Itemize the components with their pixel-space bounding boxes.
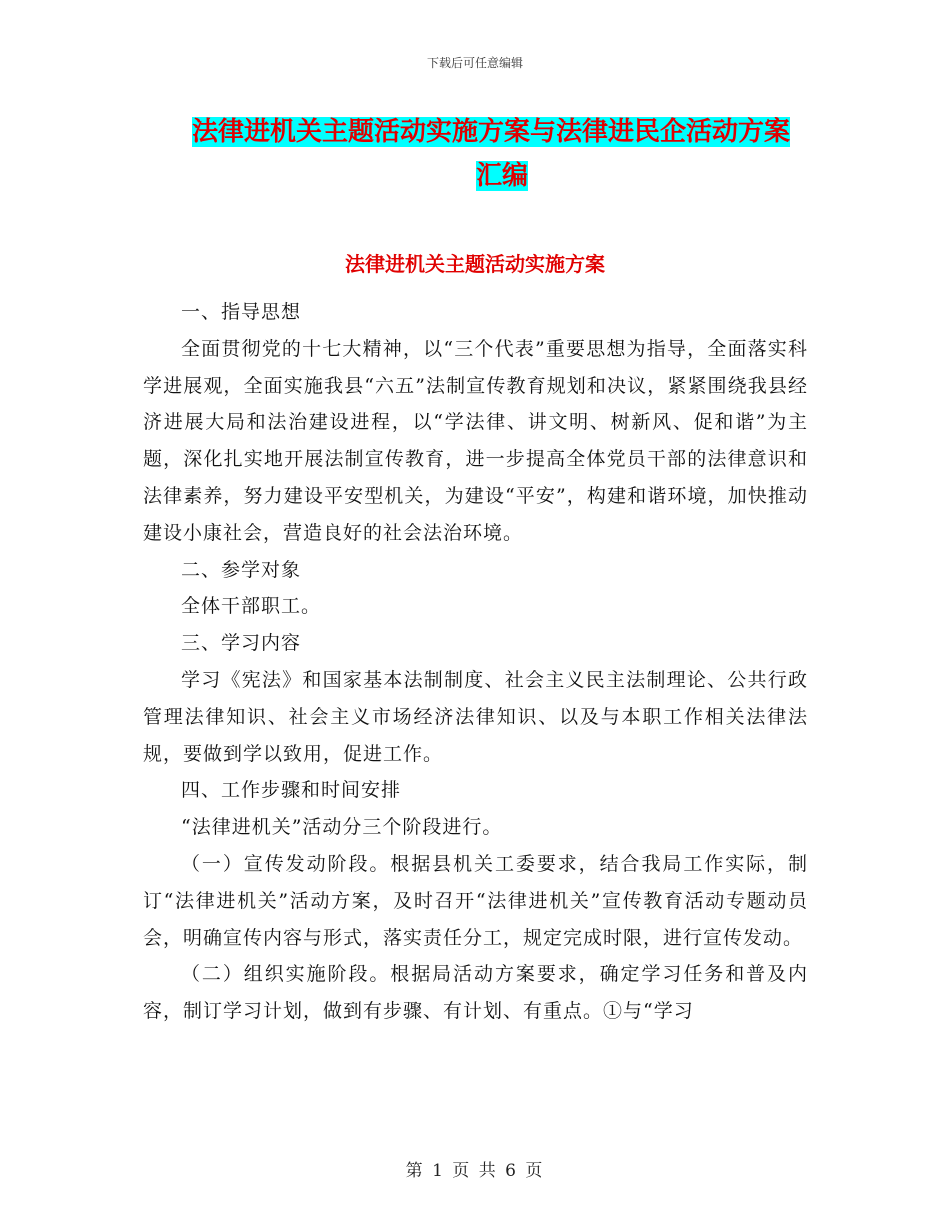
heading-work-steps: 四、工作步骤和时间安排 bbox=[181, 779, 402, 802]
heading-participants: 二、参学对象 bbox=[181, 558, 302, 581]
title-line-2: 汇编 bbox=[475, 161, 528, 191]
paragraph: （一）宣传发动阶段。根据县机关工委要求，结合我局工作实际，制订“法律进机关”活动方案，及时召开“法律进机关”宣传教育活动专题动员会，明确宣传内容与形式，落实责任分工，规定完成时限，进行宣传发动。 bbox=[143, 852, 808, 949]
document-title bbox=[192, 112, 812, 196]
paragraph: “法律进机关”活动分三个阶段进行。 bbox=[181, 816, 503, 839]
document-body bbox=[143, 294, 808, 1030]
page-number: 第 1 页 共 6 页 bbox=[405, 1161, 545, 1181]
heading-guiding-ideology: 一、指导思想 bbox=[181, 301, 302, 323]
title-line-1: 法律进机关主题活动实施方案与法律进民企活动方案 bbox=[192, 117, 791, 147]
section-title: 法律进机关主题活动实施方案 bbox=[345, 252, 605, 276]
paragraph: （二）组织实施阶段。根据局活动方案要求，确定学习任务和普及内容，制订学习计划，做到有步骤、有计划、有重点。①与“学习 bbox=[143, 963, 808, 1023]
paragraph: 学习《宪法》和国家基本法制制度、社会主义民主法制理论、公共行政管理法律知识、社会主义市场经济法律知识、以及与本职工作相关法律法规，要做到学以致用，促进工作。 bbox=[143, 668, 808, 765]
header-note: 下载后可任意编辑 bbox=[426, 56, 523, 70]
paragraph: 全面贯彻党的十七大精神，以“三个代表”重要思想为指导，全面落实科学进展观，全面实施我县“六五”法制宣传教育规划和决议，紧紧围绕我县经济进展大局和法治建设进程，以“学法律、讲文明、树新风、促和谐”为主题，深化扎实地开展法制宣传教育，进一步提高全体党员干部的法律意识和法律素养，努力建设平安型机关，为建设“平安”，构建和谐环境，加快推动建设小康社会，营造良好的社会法治环境。 bbox=[143, 337, 808, 544]
paragraph: 全体干部职工。 bbox=[181, 595, 322, 618]
heading-study-content: 三、学习内容 bbox=[181, 632, 302, 655]
